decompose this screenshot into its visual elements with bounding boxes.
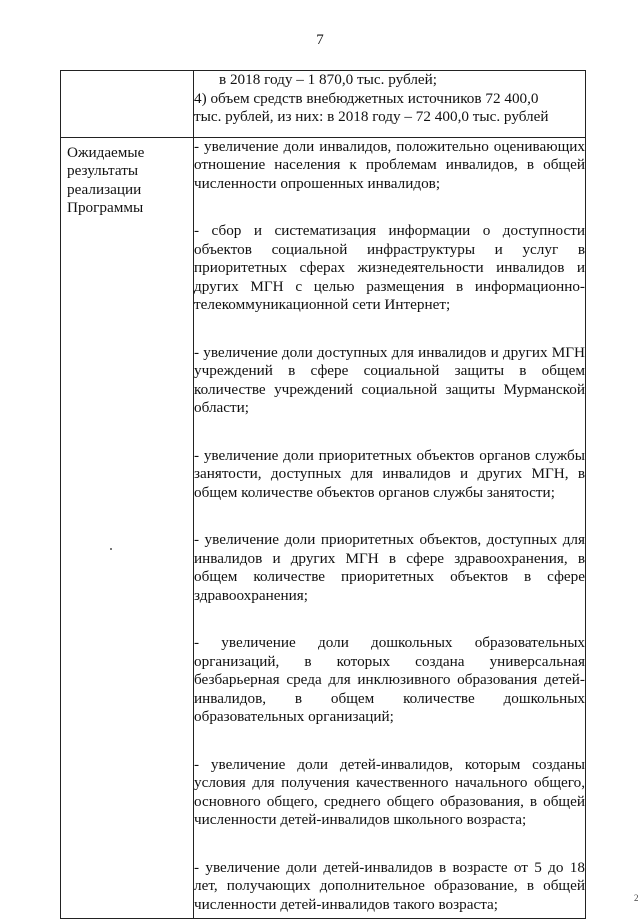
table-row-funding (61, 71, 586, 138)
result-item: - увеличение доли дошкольных образовательных организаций, в которых создана универсальная безбарьерная среда для инклюзивного образования детей-инвалидов, в общем количестве дошкольных образовательных организаций; (194, 634, 585, 725)
funding-value-cell (194, 71, 586, 138)
result-item: - увеличение доли детей-инвалидов, которым созданы условия для получения качественного начального общего, основного общего, среднего общего образования, в общей численности детей-инвалидов школьного возраста; (194, 755, 585, 828)
funding-line: тыс. рублей, из них: в 2018 году – 72 400,0 тыс. рублей (194, 108, 549, 125)
table-row-expected-results (61, 137, 586, 919)
funding-line: 4) объем средств внебюджетных источников 72 400,0 (194, 89, 539, 107)
result-item: - увеличение доли детей-инвалидов в возрасте от 5 до 18 лет, получающих дополнительное образование, в общей численности детей-инвалидов такого возраста; (194, 858, 585, 913)
results-value-cell (194, 137, 586, 919)
funding-label-cell (61, 71, 194, 138)
results-label-cell (61, 137, 194, 919)
page-number: 7 (316, 32, 324, 48)
funding-line: в 2018 году – 1 870,0 тыс. рублей; (219, 71, 437, 88)
result-item: - сбор и систематизация информации о доступности объектов социальной инфраструктуры и услуг в приоритетных сферах жизнедеятельности инвалидов и других МГН с целью размещения в информационно-телекоммуникационной сети Интернет; (194, 222, 585, 313)
result-item: - увеличение доли инвалидов, положительно оценивающих отношение населения к проблемам инвалидов, в общей численности опрошенных инвалидов; (194, 137, 585, 192)
program-passport-table (60, 70, 586, 919)
scan-dot (110, 548, 112, 550)
results-label: Ожидаемые результаты реализации Программы (67, 143, 145, 216)
edge-mark: 2 (634, 893, 639, 903)
result-item: - увеличение доли приоритетных объектов, доступных для инвалидов и других МГН в сфере здравоохранения, в общем количестве приоритетных объектов в сфере здравоохранения; (194, 531, 585, 604)
result-item: - увеличение доли приоритетных объектов органов службы занятости, доступных для инвалидов и других МГН, в общем количестве объектов органов службы занятости; (194, 446, 585, 501)
result-item: - увеличение доли доступных для инвалидов и других МГН учреждений в сфере социальной защиты в общем количестве учреждений социальной защиты Мурманской области; (194, 343, 585, 416)
